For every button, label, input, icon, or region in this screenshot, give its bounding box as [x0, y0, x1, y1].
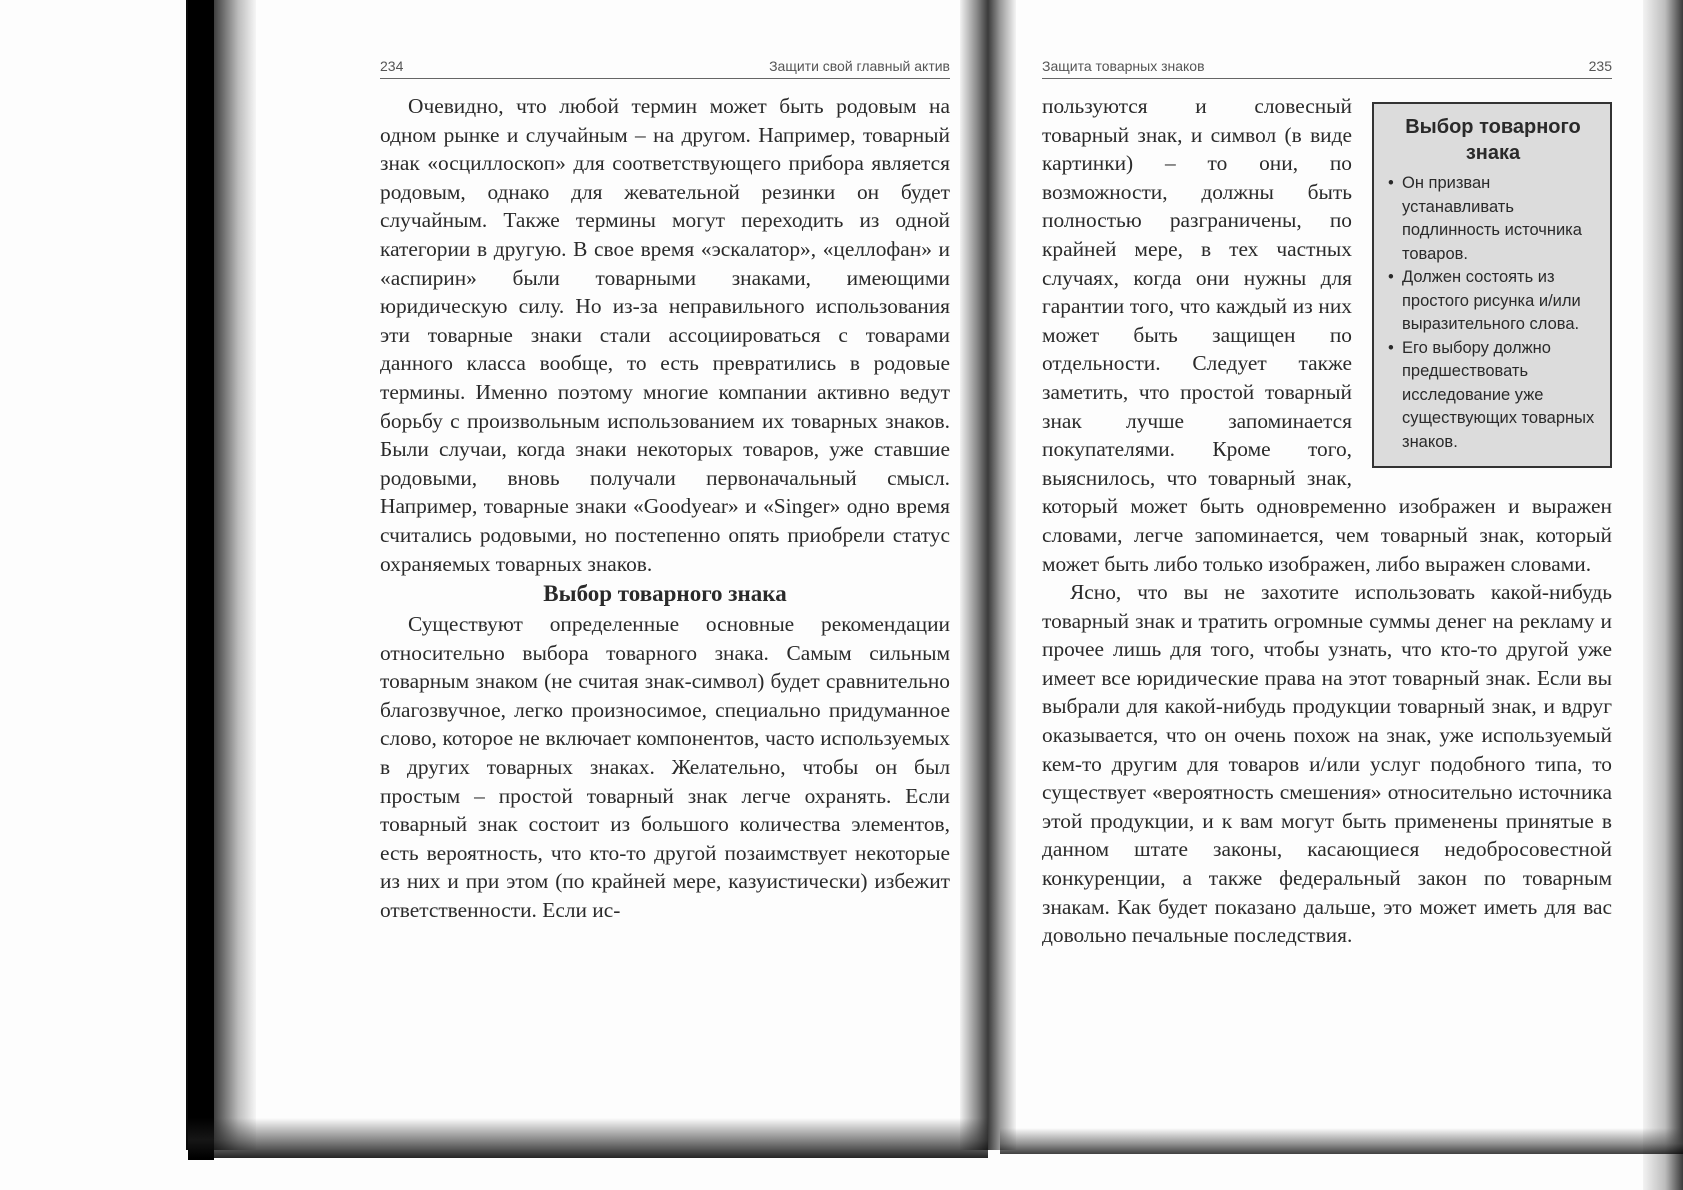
running-title: Защити свой главный актив [769, 58, 950, 74]
left-book-edge [188, 0, 214, 1160]
right-page [1042, 0, 1612, 1190]
sidebar-item: • Должен состоять из простого рисунка и/или выразительного слова. [1402, 266, 1600, 337]
sidebar-title: Выбор товарного знака [1405, 116, 1581, 164]
right-running-head [1042, 56, 1612, 79]
left-page [380, 0, 950, 1190]
book-spine [960, 0, 1016, 1150]
page-number: 235 [1588, 58, 1612, 74]
running-title: Защита товарных знаков [1042, 58, 1205, 74]
paragraph: Существуют определенные основные рекомендации относительно выбора товарного знака. Самым сильным товарным знаком (не считая знак-символ) будет сравнительно благозвучное, легко произносимое, специально придуманное слово, которое не включает компонентов, часто используемых в других товарных знаках. Желательно, чтобы он был простым – простой товарный знак легче охранять. Если товарный знак состоит из большого количества элементов, есть вероятность, что кто-то другой позаимствует некоторые из них и при этом (по крайней мере, казуистически) избежит ответственности. Если ис- [380, 612, 950, 923]
sidebar-item: • Его выбору должно предшествовать исследование уже существующих товарных знаков. [1402, 337, 1600, 455]
left-body-text [380, 92, 950, 925]
paragraph: пользуются и словесный товарный знак, и символ (в виде картинки) – то они, по возможности, должны быть полностью разграничены, по крайней мере, в тех частных случаях, когда они нужны для гарантии того, что каждый из них может быть защищен по отдельности. Следует также заметить, что простой товарный знак лучше запоминается покупателями. Кроме того, выяснилось, что товарный знак, который может быть одновременно изображен и выражен словами, легче запоминается, чем товарный знак, который может быть либо только изображен, либо выражен словами. [1042, 94, 1612, 576]
section-heading: Выбор товарного знака [543, 581, 787, 607]
page-number: 234 [380, 58, 404, 74]
paragraph: Очевидно, что любой термин может быть родовым на одном рынке и случайным – на другом. Например, товарный знак «осциллоскоп» для соответствующего прибора является родовым, однако для жевательной резинки он будет случайным. Также термины могут переходить из одной категории в другую. В свое время «эскалатор», «целлофан» и «аспирин» были товарными знаками, имеющими юридическую силу. Но из-за неправильного использования эти товарные знаки стали ассоциироваться с товарами данного класса вообще, то есть превратились в родовые термины. Именно поэтому многие компании активно ведут борьбу с произвольным использованием их товарных знаков. Были случаи, когда знаки некоторых товаров, уже ставшие родовыми, вновь получали первоначальный смысл. Например, товарные знаки «Goodyear» и «Singer» одно время считались родовыми, но постепенно опять приобрели статус охраняемых товарных знаков. [380, 94, 950, 576]
sidebar-box [1372, 102, 1612, 468]
left-running-head [380, 56, 950, 79]
sidebar-list [1386, 172, 1600, 454]
right-page-edge-shadow [1643, 0, 1683, 1190]
sidebar-item: • Он призван устанавливать подлинность источника товаров. [1402, 172, 1600, 266]
right-body-text [1042, 92, 1612, 950]
paragraph: Ясно, что вы не захотите использовать какой-нибудь товарный знак и тратить огромные суммы денег на рекламу и прочее лишь для того, чтобы узнать, что кто-то другой уже имеет все юридические права на этот товарный знак. Если вы выбрали для какой-нибудь продукции товарный знак, и вдруг оказывается, что он очень похож на знак, уже используемый кем-то другим для товаров и/или услуг подобного типа, то существует «вероятность смешения» относительно источника этой продукции, и к вам могут быть применены принятые в данном штате законы, касающиеся недобросовестной конкуренции, а также федеральный закон по товарным знакам. Как будет показано дальше, это может иметь для вас довольно печальные последствия. [1042, 580, 1612, 948]
